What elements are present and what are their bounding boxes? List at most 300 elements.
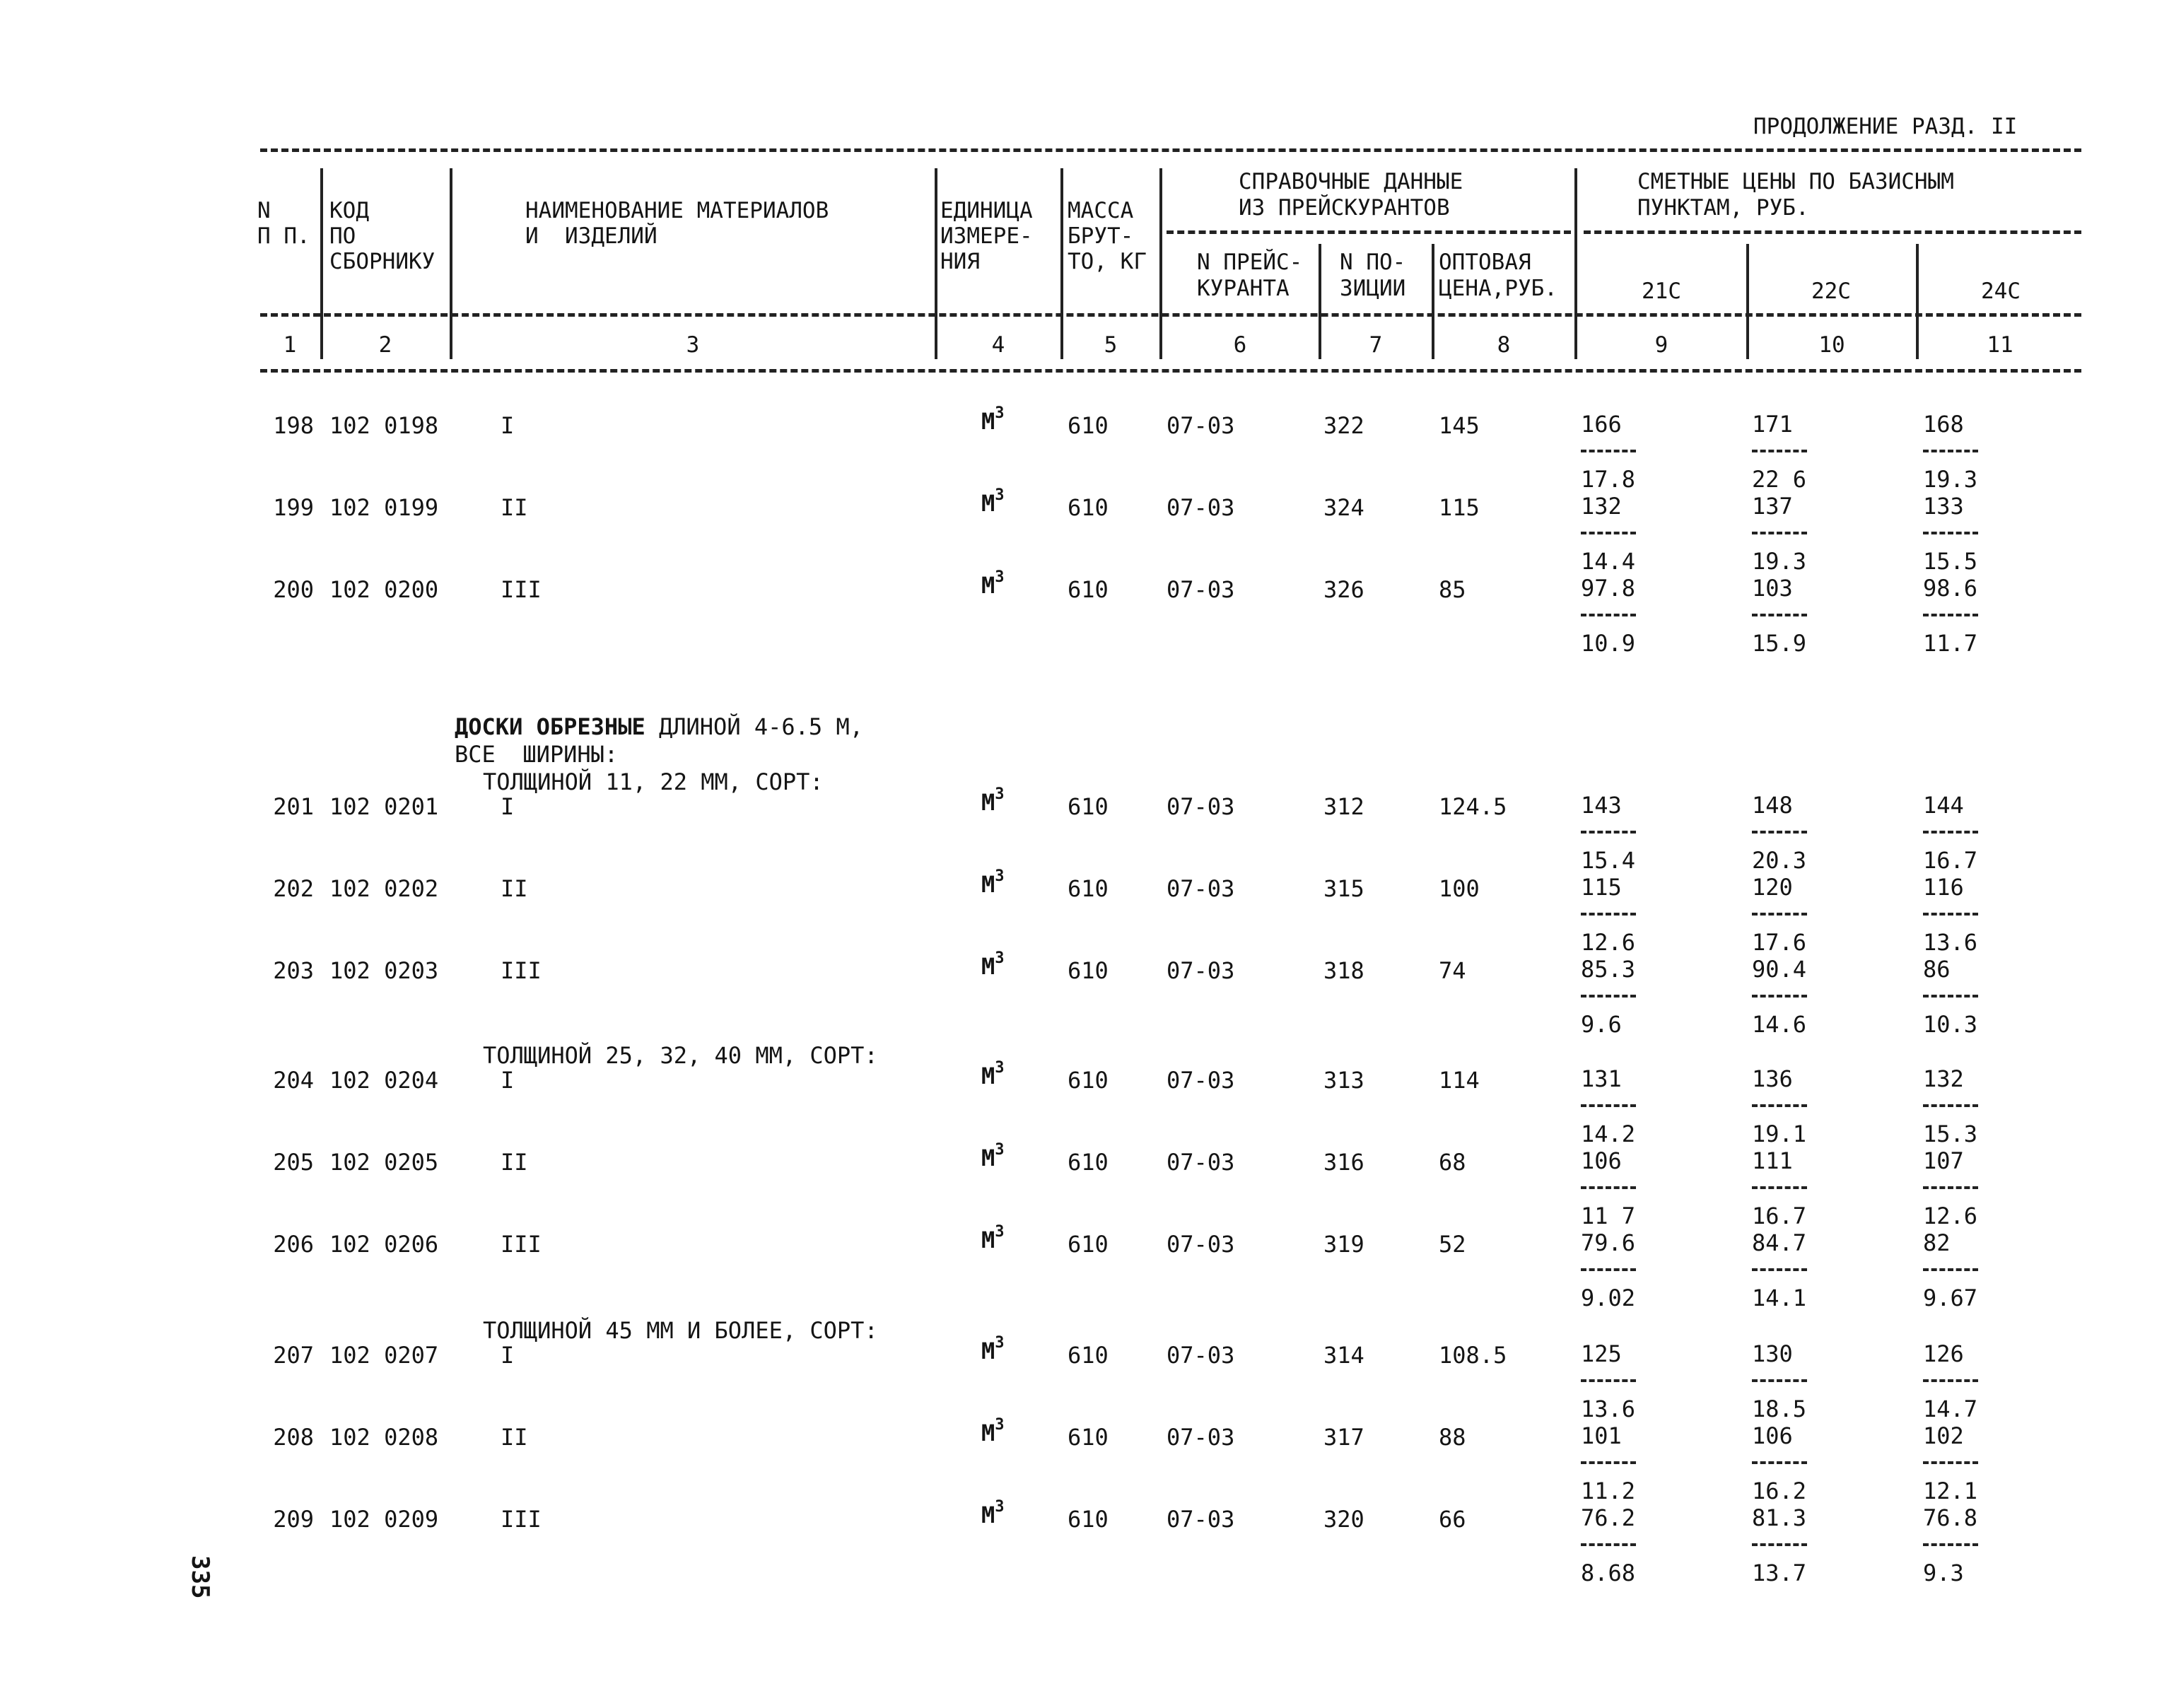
fraction-bar [1581, 614, 1636, 616]
row-unit [981, 568, 1005, 599]
col-number-10: 10 [1818, 332, 1845, 358]
row-price-22c [1752, 794, 1830, 872]
row-price-21c-numerator: 166 [1581, 411, 1622, 438]
fraction-bar [1581, 1461, 1636, 1464]
row-price-22c-denominator: 19.1 [1752, 1121, 1807, 1147]
fraction-bar [1923, 614, 1978, 616]
row-pricelist: 07-03 [1167, 494, 1235, 521]
page-number: 335 [186, 1555, 214, 1599]
row-name: I [501, 793, 515, 820]
row-price-21c [1581, 413, 1659, 491]
header-col2-line3: СБОРНИКУ [329, 249, 436, 274]
row-price-24c-denominator: 19.3 [1923, 466, 1978, 493]
row-price-24c-numerator: 116 [1923, 874, 1964, 901]
section-title-bold: ДОСКИ ОБРЕЗНЫЕ [455, 713, 645, 740]
unit-exponent: 3 [995, 404, 1005, 422]
unit-base: М [981, 789, 995, 816]
row-wholesale-price: 68 [1439, 1149, 1466, 1176]
header-col6-line1: N ПРЕЙС- [1197, 250, 1303, 275]
row-price-21c-denominator: 14.4 [1581, 548, 1636, 575]
row-price-21c-denominator: 9.02 [1581, 1285, 1636, 1311]
header-col4-line2: ИЗМЕРЕ- [940, 223, 1033, 249]
row-price-22c [1752, 1065, 1830, 1147]
row-position: 318 [1323, 957, 1364, 984]
row-unit [981, 867, 1005, 898]
col-number-8: 8 [1497, 332, 1511, 358]
row-price-21c [1581, 794, 1659, 872]
row-price-22c-denominator: 15.9 [1752, 630, 1807, 657]
row-price-21c-denominator: 13.6 [1581, 1396, 1636, 1422]
unit-base: М [981, 1145, 995, 1171]
fraction-bar [1752, 1186, 1807, 1189]
row-code: 102 0209 [329, 1506, 439, 1533]
row-price-24c [1923, 1422, 2001, 1504]
row-name: II [501, 1424, 528, 1451]
unit-base: М [981, 572, 995, 599]
row-wholesale-price: 66 [1439, 1506, 1466, 1533]
row-price-24c-numerator: 86 [1923, 956, 1951, 983]
unit-base: М [981, 1502, 995, 1528]
header-col7-line1: N ПО- [1340, 250, 1406, 275]
row-price-22c [1752, 1229, 1830, 1311]
row-pricelist: 07-03 [1167, 875, 1235, 902]
col-number-11: 11 [1987, 332, 2013, 358]
header-col4-line3: НИЯ [940, 249, 980, 274]
row-price-24c-denominator: 16.7 [1923, 847, 1978, 874]
fraction-bar [1581, 1104, 1636, 1107]
row-price-21c [1581, 1147, 1659, 1229]
row-price-24c-denominator: 13.6 [1923, 929, 1978, 956]
fraction-bar [1923, 913, 1978, 916]
row-wholesale-price: 108.5 [1439, 1342, 1507, 1369]
unit-exponent: 3 [995, 568, 1005, 586]
row-price-24c [1923, 495, 2001, 573]
row-price-22c-denominator: 13.7 [1752, 1560, 1807, 1586]
row-price-21c-numerator: 101 [1581, 1422, 1622, 1449]
header-col1-line2: П П. [257, 223, 310, 249]
row-name: II [501, 875, 528, 902]
row-price-21c-denominator: 8.68 [1581, 1560, 1636, 1586]
row-wholesale-price: 145 [1439, 412, 1480, 439]
row-wholesale-price: 74 [1439, 957, 1466, 984]
fraction-bar [1752, 913, 1807, 916]
row-price-24c [1923, 1065, 2001, 1147]
row-pricelist: 07-03 [1167, 576, 1235, 603]
row-number: 204 [273, 1067, 314, 1094]
row-mass: 610 [1068, 1149, 1109, 1176]
row-price-21c-numerator: 79.6 [1581, 1229, 1636, 1256]
row-number: 201 [273, 793, 314, 820]
header-ref-group-line1: СПРАВОЧНЫЕ ДАННЫЕ [1239, 169, 1463, 194]
row-price-21c [1581, 1065, 1659, 1147]
col-number-3: 3 [686, 332, 700, 358]
row-price-22c-numerator: 103 [1752, 575, 1793, 602]
row-price-24c-numerator: 168 [1923, 411, 1964, 438]
row-price-22c [1752, 495, 1830, 573]
fraction-bar [1752, 1461, 1807, 1464]
row-number: 198 [273, 412, 314, 439]
row-pricelist: 07-03 [1167, 1342, 1235, 1369]
row-price-21c-denominator: 11.2 [1581, 1478, 1636, 1504]
row-price-22c-denominator: 17.6 [1752, 929, 1807, 956]
row-number: 208 [273, 1424, 314, 1451]
unit-base: М [981, 953, 995, 980]
row-wholesale-price: 85 [1439, 576, 1466, 603]
row-price-24c-denominator: 11.7 [1923, 630, 1978, 657]
row-code: 102 0207 [329, 1342, 439, 1369]
row-price-22c-numerator: 148 [1752, 792, 1793, 819]
row-price-24c-denominator: 9.3 [1923, 1560, 1964, 1586]
row-pricelist: 07-03 [1167, 1506, 1235, 1533]
row-position: 314 [1323, 1342, 1364, 1369]
header-top-rule [260, 148, 2081, 152]
row-position: 319 [1323, 1231, 1364, 1258]
col-number-5: 5 [1104, 332, 1118, 358]
row-price-21c-numerator: 125 [1581, 1340, 1622, 1367]
row-price-24c [1923, 1229, 2001, 1311]
header-col8-line2: ЦЕНА,РУБ. [1439, 276, 1557, 301]
row-wholesale-price: 100 [1439, 875, 1480, 902]
fraction-bar [1752, 1379, 1807, 1382]
row-price-22c-denominator: 22 6 [1752, 466, 1807, 493]
row-name: III [501, 1506, 542, 1533]
fraction-bar [1581, 1186, 1636, 1189]
row-price-24c [1923, 1147, 2001, 1229]
row-number: 205 [273, 1149, 314, 1176]
row-name: I [501, 412, 515, 439]
row-pricelist: 07-03 [1167, 412, 1235, 439]
row-price-21c [1581, 876, 1659, 954]
row-number: 202 [273, 875, 314, 902]
fraction-bar [1581, 913, 1636, 916]
row-price-21c-denominator: 12.6 [1581, 929, 1636, 956]
row-price-22c-denominator: 19.3 [1752, 548, 1807, 575]
fraction-bar [1923, 1543, 1978, 1546]
row-pricelist: 07-03 [1167, 1424, 1235, 1451]
row-price-22c-numerator: 106 [1752, 1422, 1793, 1449]
row-price-21c-denominator: 9.6 [1581, 1011, 1622, 1038]
fraction-bar [1752, 1543, 1807, 1546]
row-unit [981, 1334, 1005, 1364]
row-price-22c [1752, 1422, 1830, 1504]
row-position: 312 [1323, 793, 1364, 820]
price-group-rule [1584, 230, 2081, 234]
section-title [455, 715, 863, 738]
row-name: III [501, 576, 542, 603]
fraction-bar [1923, 1268, 1978, 1271]
row-unit [981, 1416, 1005, 1446]
fraction-bar [1581, 1268, 1636, 1271]
row-wholesale-price: 88 [1439, 1424, 1466, 1451]
row-price-21c-numerator: 106 [1581, 1147, 1622, 1174]
row-position: 317 [1323, 1424, 1364, 1451]
row-price-24c-denominator: 14.7 [1923, 1396, 1978, 1422]
unit-base: М [981, 408, 995, 435]
row-mass: 610 [1068, 957, 1109, 984]
fraction-bar [1752, 1104, 1807, 1107]
row-unit [981, 486, 1005, 517]
fraction-bar [1923, 1379, 1978, 1382]
row-code: 102 0199 [329, 494, 439, 521]
row-mass: 610 [1068, 793, 1109, 820]
row-price-22c-numerator: 137 [1752, 493, 1793, 520]
row-code: 102 0198 [329, 412, 439, 439]
col-divider [450, 168, 452, 359]
header-col3-line1: НАИМЕНОВАНИЕ МАТЕРИАЛОВ [525, 198, 829, 223]
row-price-22c-denominator: 16.2 [1752, 1478, 1807, 1504]
col-divider [1574, 168, 1577, 359]
row-position: 326 [1323, 576, 1364, 603]
row-price-22c [1752, 1147, 1830, 1229]
fraction-bar [1923, 1104, 1978, 1107]
row-price-24c-numerator: 107 [1923, 1147, 1964, 1174]
row-price-22c-numerator: 81.3 [1752, 1504, 1807, 1531]
row-code: 102 0204 [329, 1067, 439, 1094]
row-number: 207 [273, 1342, 314, 1369]
row-name: I [501, 1067, 515, 1094]
row-number: 203 [273, 957, 314, 984]
row-price-24c [1923, 958, 2001, 1036]
unit-base: М [981, 1420, 995, 1446]
row-price-24c-numerator: 102 [1923, 1422, 1964, 1449]
row-price-24c-numerator: 132 [1923, 1065, 1964, 1092]
fraction-bar [1752, 450, 1807, 452]
row-price-22c [1752, 413, 1830, 491]
row-unit [981, 1498, 1005, 1528]
col-number-9: 9 [1654, 332, 1668, 358]
row-price-24c-denominator: 15.5 [1923, 548, 1978, 575]
section-title-line2: ВСЕ ШИРИНЫ: [455, 741, 619, 768]
unit-exponent: 3 [995, 785, 1005, 803]
row-position: 320 [1323, 1506, 1364, 1533]
header-col2-line1: КОД [329, 198, 369, 223]
row-price-24c [1923, 794, 2001, 872]
col-number-1: 1 [283, 332, 297, 358]
row-price-22c [1752, 1340, 1830, 1422]
header-col5-line1: МАССА [1068, 198, 1134, 223]
row-price-22c-numerator: 130 [1752, 1340, 1793, 1367]
row-price-24c-numerator: 126 [1923, 1340, 1964, 1367]
row-unit [981, 1223, 1005, 1253]
header-col1-line1: N [257, 198, 271, 223]
unit-base: М [981, 1227, 995, 1253]
subsection-heading-1: ТОЛЩИНОЙ 11, 22 ММ, СОРТ: [483, 768, 824, 795]
fraction-bar [1581, 1379, 1636, 1382]
ref-group-rule [1167, 230, 1571, 234]
header-col6-line2: КУРАНТА [1197, 276, 1290, 301]
row-name: I [501, 1342, 515, 1369]
row-position: 315 [1323, 875, 1364, 902]
row-price-21c [1581, 577, 1659, 655]
row-price-21c-numerator: 115 [1581, 874, 1622, 901]
header-bottom-rule [260, 369, 2081, 373]
row-code: 102 0205 [329, 1149, 439, 1176]
unit-exponent: 3 [995, 1498, 1005, 1516]
row-pricelist: 07-03 [1167, 793, 1235, 820]
row-price-24c-numerator: 98.6 [1923, 575, 1978, 602]
header-col10: 22С [1811, 279, 1851, 304]
row-position: 324 [1323, 494, 1364, 521]
header-col2-line2: ПО [329, 223, 356, 249]
col-divider [1159, 168, 1162, 359]
row-price-22c [1752, 577, 1830, 655]
fraction-bar [1923, 532, 1978, 534]
row-price-22c [1752, 876, 1830, 954]
fraction-bar [1752, 1268, 1807, 1271]
row-price-22c-numerator: 84.7 [1752, 1229, 1807, 1256]
row-price-24c-denominator: 12.1 [1923, 1478, 1978, 1504]
col-number-6: 6 [1233, 332, 1247, 358]
row-price-21c [1581, 1422, 1659, 1504]
unit-base: М [981, 490, 995, 517]
row-price-22c-denominator: 20.3 [1752, 847, 1807, 874]
row-unit [981, 785, 1005, 816]
row-code: 102 0208 [329, 1424, 439, 1451]
row-price-21c-numerator: 132 [1581, 493, 1622, 520]
unit-base: М [981, 1063, 995, 1089]
subsection-heading-2: ТОЛЩИНОЙ 25, 32, 40 ММ, СОРТ: [483, 1042, 878, 1069]
row-price-21c-numerator: 97.8 [1581, 575, 1636, 602]
row-price-22c [1752, 958, 1830, 1036]
row-number: 199 [273, 494, 314, 521]
row-price-24c-numerator: 82 [1923, 1229, 1951, 1256]
section-title-rest: ДЛИНОЙ 4-6.5 М, [645, 713, 863, 740]
row-mass: 610 [1068, 576, 1109, 603]
header-col8-line1: ОПТОВАЯ [1439, 250, 1531, 275]
row-price-21c [1581, 495, 1659, 573]
row-price-21c [1581, 958, 1659, 1036]
row-price-24c [1923, 1340, 2001, 1422]
row-name: III [501, 1231, 542, 1258]
unit-exponent: 3 [995, 1223, 1005, 1241]
row-price-22c-denominator: 14.1 [1752, 1285, 1807, 1311]
row-name: III [501, 957, 542, 984]
row-price-21c [1581, 1229, 1659, 1311]
row-price-22c-numerator: 111 [1752, 1147, 1793, 1174]
row-price-24c-numerator: 133 [1923, 493, 1964, 520]
row-mass: 610 [1068, 1231, 1109, 1258]
row-code: 102 0202 [329, 875, 439, 902]
row-mass: 610 [1068, 1342, 1109, 1369]
row-price-22c-numerator: 136 [1752, 1065, 1793, 1092]
row-pricelist: 07-03 [1167, 1231, 1235, 1258]
row-position: 313 [1323, 1067, 1364, 1094]
row-price-21c-denominator: 15.4 [1581, 847, 1636, 874]
row-price-21c [1581, 1340, 1659, 1422]
row-wholesale-price: 124.5 [1439, 793, 1507, 820]
fraction-bar [1923, 995, 1978, 998]
row-wholesale-price: 114 [1439, 1067, 1480, 1094]
row-price-24c-denominator: 9.67 [1923, 1285, 1978, 1311]
col-number-7: 7 [1369, 332, 1383, 358]
fraction-bar [1752, 532, 1807, 534]
row-price-21c-numerator: 131 [1581, 1065, 1622, 1092]
col-number-4: 4 [991, 332, 1005, 358]
header-col9: 21С [1642, 279, 1681, 304]
row-position: 322 [1323, 412, 1364, 439]
row-price-22c-numerator: 120 [1752, 874, 1793, 901]
row-position: 316 [1323, 1149, 1364, 1176]
header-col3-line2: И ИЗДЕЛИЙ [525, 223, 657, 249]
unit-exponent: 3 [995, 949, 1005, 967]
row-code: 102 0203 [329, 957, 439, 984]
unit-exponent: 3 [995, 1059, 1005, 1077]
unit-exponent: 3 [995, 1334, 1005, 1352]
row-pricelist: 07-03 [1167, 1067, 1235, 1094]
fraction-bar [1581, 995, 1636, 998]
row-price-24c [1923, 876, 2001, 954]
unit-base: М [981, 1338, 995, 1364]
row-code: 102 0201 [329, 793, 439, 820]
row-price-22c-denominator: 16.7 [1752, 1203, 1807, 1229]
header-col4-line1: ЕДИНИЦА [940, 198, 1033, 223]
col-divider [935, 168, 937, 359]
header-col7-line2: ЗИЦИИ [1340, 276, 1406, 301]
row-price-22c [1752, 1504, 1830, 1586]
row-price-22c-denominator: 18.5 [1752, 1396, 1807, 1422]
row-price-21c [1581, 1504, 1659, 1586]
row-price-24c-numerator: 144 [1923, 792, 1964, 819]
header-mid-rule [260, 313, 2081, 317]
unit-base: М [981, 871, 995, 898]
row-wholesale-price: 52 [1439, 1231, 1466, 1258]
row-price-21c-numerator: 85.3 [1581, 956, 1636, 983]
unit-exponent: 3 [995, 867, 1005, 885]
fraction-bar [1581, 1543, 1636, 1546]
row-unit [981, 1059, 1005, 1089]
row-number: 200 [273, 576, 314, 603]
row-name: II [501, 1149, 528, 1176]
row-price-24c [1923, 413, 2001, 491]
fraction-bar [1752, 614, 1807, 616]
header-col5-line3: ТО, КГ [1068, 249, 1147, 274]
row-unit [981, 1141, 1005, 1171]
fraction-bar [1923, 450, 1978, 452]
fraction-bar [1923, 1186, 1978, 1189]
row-price-22c-numerator: 90.4 [1752, 956, 1807, 983]
row-number: 209 [273, 1506, 314, 1533]
row-mass: 610 [1068, 494, 1109, 521]
row-unit [981, 949, 1005, 980]
row-price-24c-denominator: 10.3 [1923, 1011, 1978, 1038]
row-pricelist: 07-03 [1167, 957, 1235, 984]
row-price-21c-denominator: 17.8 [1581, 466, 1636, 493]
row-pricelist: 07-03 [1167, 1149, 1235, 1176]
row-mass: 610 [1068, 1067, 1109, 1094]
row-price-24c-denominator: 15.3 [1923, 1121, 1978, 1147]
header-col5-line2: БРУТ- [1068, 223, 1134, 249]
row-price-24c [1923, 1504, 2001, 1586]
row-mass: 610 [1068, 1424, 1109, 1451]
row-price-21c-numerator: 143 [1581, 792, 1622, 819]
row-price-21c-denominator: 10.9 [1581, 630, 1636, 657]
header-col11: 24С [1981, 279, 2021, 304]
unit-exponent: 3 [995, 1416, 1005, 1434]
row-price-24c-numerator: 76.8 [1923, 1504, 1978, 1531]
continuation-label: ПРОДОЛЖЕНИЕ РАЗД. II [1753, 114, 2018, 139]
header-price-group-line2: ПУНКТАМ, РУБ. [1637, 195, 1809, 221]
col-divider [320, 168, 323, 359]
fraction-bar [1752, 995, 1807, 998]
row-wholesale-price: 115 [1439, 494, 1480, 521]
row-price-21c-denominator: 11 7 [1581, 1203, 1636, 1229]
row-unit [981, 404, 1005, 435]
col-divider [1060, 168, 1063, 359]
unit-exponent: 3 [995, 1141, 1005, 1159]
fraction-bar [1923, 1461, 1978, 1464]
row-code: 102 0200 [329, 576, 439, 603]
row-price-24c [1923, 577, 2001, 655]
